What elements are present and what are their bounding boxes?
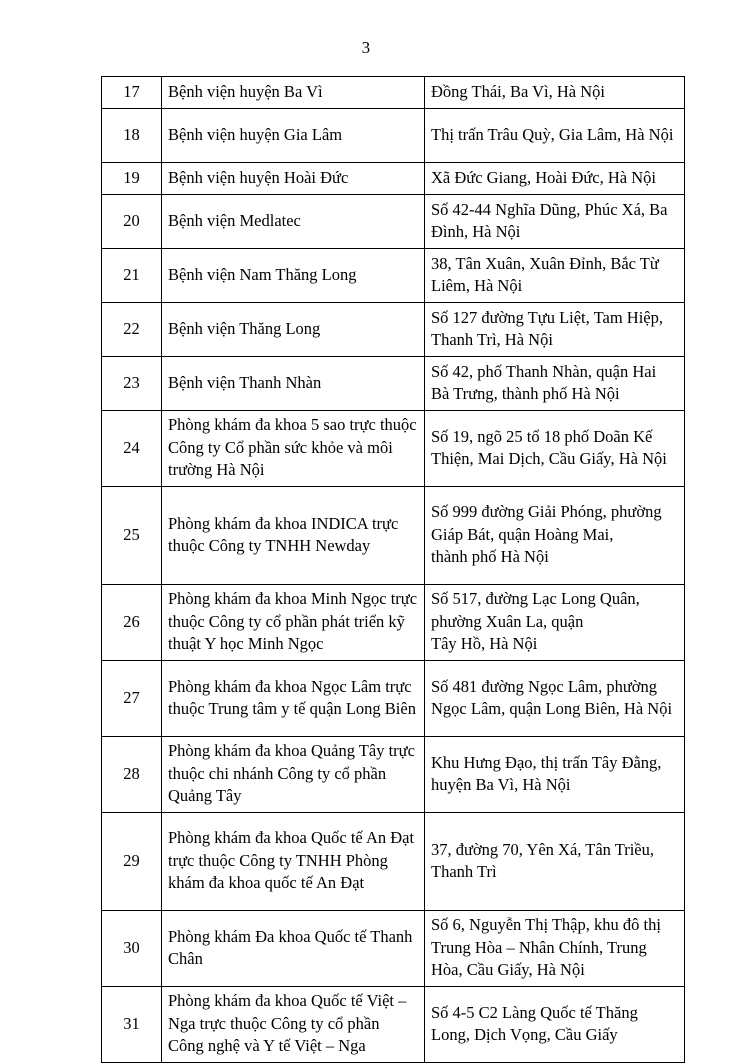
facility-name-cell: Bệnh viện Thăng Long <box>162 303 425 357</box>
facility-name-cell: Bệnh viện Medlatec <box>162 195 425 249</box>
row-index-cell: 24 <box>102 411 162 487</box>
facility-address-cell: Số 19, ngõ 25 tổ 18 phố Doãn Kế Thiện, Mai Dịch, Cầu Giấy, Hà Nội <box>425 411 685 487</box>
facility-address-cell: Số 517, đường Lạc Long Quân, phường Xuân La, quận Tây Hồ, Hà Nội <box>425 585 685 661</box>
row-index-cell: 18 <box>102 109 162 163</box>
row-index-cell: 22 <box>102 303 162 357</box>
facility-name-cell: Phòng khám đa khoa Quốc tế Việt – Nga trực thuộc Công ty cổ phần Công nghệ và Y tế Việt – Nga <box>162 987 425 1063</box>
table-row <box>102 163 685 195</box>
facility-address-cell: Số 42, phố Thanh Nhàn, quận Hai Bà Trưng, thành phố Hà Nội <box>425 357 685 411</box>
facility-table-container <box>101 76 674 1063</box>
facility-address-cell: Khu Hưng Đạo, thị trấn Tây Đằng, huyện Ba Vì, Hà Nội <box>425 737 685 813</box>
row-index-cell: 19 <box>102 163 162 195</box>
facility-address-cell: Số 127 đường Tựu Liệt, Tam Hiệp, Thanh Trì, Hà Nội <box>425 303 685 357</box>
table-row <box>102 661 685 737</box>
row-index-cell: 23 <box>102 357 162 411</box>
facility-address-cell: Số 4-5 C2 Làng Quốc tế Thăng Long, Dịch Vọng, Cầu Giấy <box>425 987 685 1063</box>
facility-name-cell: Phòng khám đa khoa Minh Ngọc trực thuộc Công ty cổ phần phát triển kỹ thuật Y học Minh Ngọc <box>162 585 425 661</box>
facility-name-cell: Phòng khám đa khoa Ngọc Lâm trực thuộc Trung tâm y tế quận Long Biên <box>162 661 425 737</box>
facility-address-cell: Số 6, Nguyễn Thị Thập, khu đô thị Trung Hòa – Nhân Chính, Trung Hòa, Cầu Giấy, Hà Nội <box>425 911 685 987</box>
facility-address-cell: Đồng Thái, Ba Vì, Hà Nội <box>425 77 685 109</box>
table-row <box>102 77 685 109</box>
facility-name-cell: Phòng khám đa khoa Quảng Tây trực thuộc chi nhánh Công ty cổ phần Quảng Tây <box>162 737 425 813</box>
facility-name-cell: Phòng khám Đa khoa Quốc tế Thanh Chân <box>162 911 425 987</box>
facility-table <box>101 76 685 1063</box>
facility-address-cell: Thị trấn Trâu Quỳ, Gia Lâm, Hà Nội <box>425 109 685 163</box>
facility-address-cell: 38, Tân Xuân, Xuân Đỉnh, Bắc Từ Liêm, Hà Nội <box>425 249 685 303</box>
facility-address-cell: Xã Đức Giang, Hoài Đức, Hà Nội <box>425 163 685 195</box>
facility-table-body <box>102 77 685 1063</box>
facility-address-cell: Số 999 đường Giải Phóng, phường Giáp Bát, quận Hoàng Mai, thành phố Hà Nội <box>425 487 685 585</box>
facility-name-cell: Bệnh viện Thanh Nhàn <box>162 357 425 411</box>
table-row <box>102 195 685 249</box>
row-index-cell: 21 <box>102 249 162 303</box>
facility-address-cell: Số 481 đường Ngọc Lâm, phường Ngọc Lâm, quận Long Biên, Hà Nội <box>425 661 685 737</box>
row-index-cell: 30 <box>102 911 162 987</box>
facility-address-cell: Số 42-44 Nghĩa Dũng, Phúc Xá, Ba Đình, Hà Nội <box>425 195 685 249</box>
facility-name-cell: Phòng khám đa khoa Quốc tế An Đạt trực thuộc Công ty TNHH Phòng khám đa khoa quốc tế An Đạt <box>162 813 425 911</box>
facility-name-cell: Bệnh viện Nam Thăng Long <box>162 249 425 303</box>
facility-address-cell: 37, đường 70, Yên Xá, Tân Triều, Thanh Trì <box>425 813 685 911</box>
table-row <box>102 987 685 1063</box>
facility-name-cell: Bệnh viện huyện Ba Vì <box>162 77 425 109</box>
table-row <box>102 737 685 813</box>
row-index-cell: 26 <box>102 585 162 661</box>
row-index-cell: 31 <box>102 987 162 1063</box>
table-row <box>102 303 685 357</box>
row-index-cell: 27 <box>102 661 162 737</box>
table-row <box>102 585 685 661</box>
row-index-cell: 28 <box>102 737 162 813</box>
table-row <box>102 411 685 487</box>
facility-name-cell: Phòng khám đa khoa 5 sao trực thuộc Công ty Cổ phần sức khỏe và môi trường Hà Nội <box>162 411 425 487</box>
row-index-cell: 25 <box>102 487 162 585</box>
facility-name-cell: Phòng khám đa khoa INDICA trực thuộc Công ty TNHH Newday <box>162 487 425 585</box>
table-row <box>102 357 685 411</box>
table-row <box>102 487 685 585</box>
table-row <box>102 911 685 987</box>
table-row <box>102 249 685 303</box>
table-row <box>102 813 685 911</box>
row-index-cell: 17 <box>102 77 162 109</box>
table-row <box>102 109 685 163</box>
facility-name-cell: Bệnh viện huyện Hoài Đức <box>162 163 425 195</box>
row-index-cell: 20 <box>102 195 162 249</box>
page-number: 3 <box>361 38 371 57</box>
facility-name-cell: Bệnh viện huyện Gia Lâm <box>162 109 425 163</box>
row-index-cell: 29 <box>102 813 162 911</box>
